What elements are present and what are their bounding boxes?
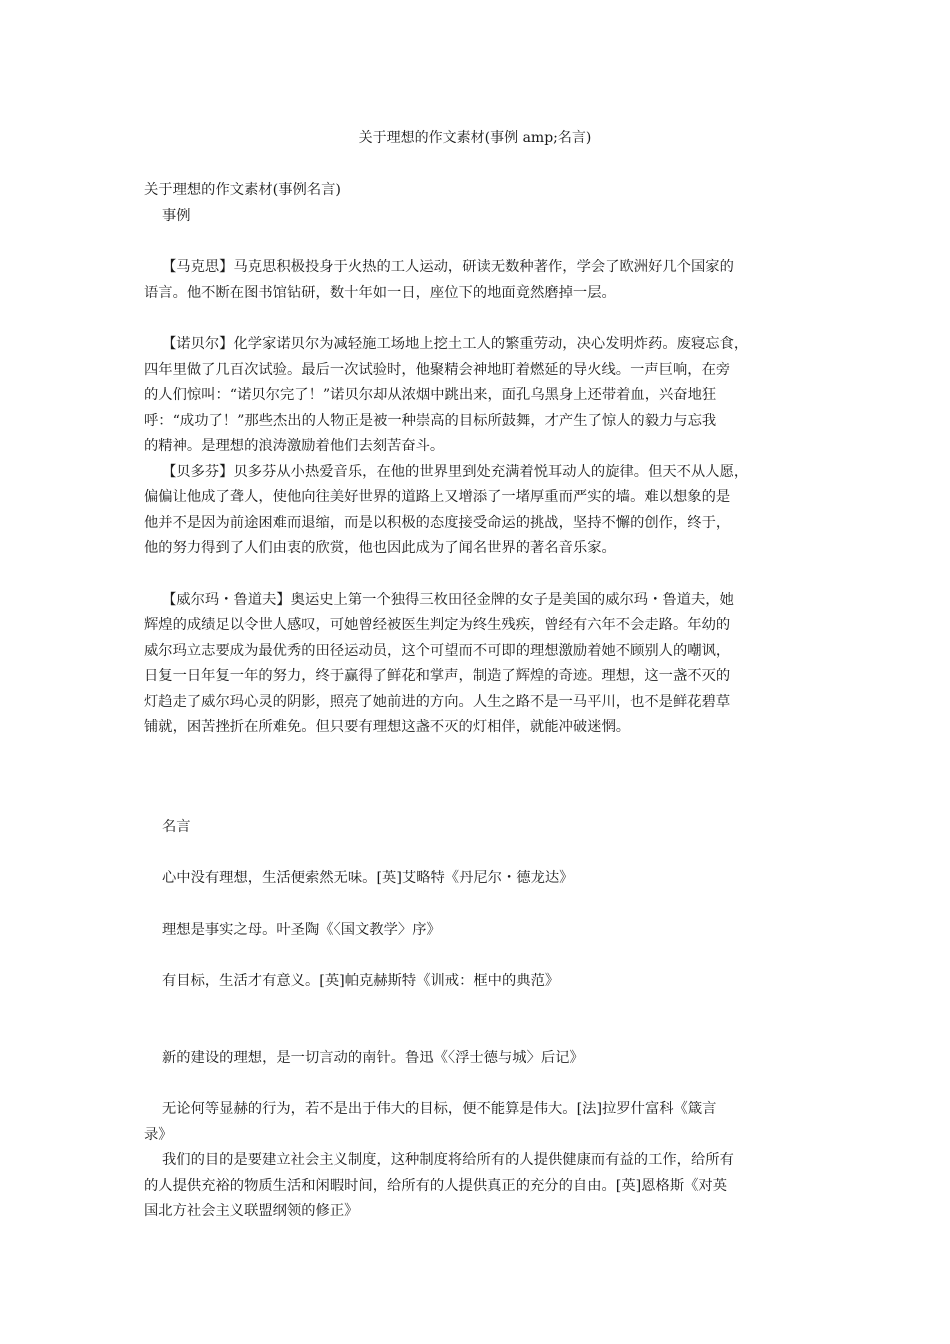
paragraph-line: 辉煌的成绩足以令世人感叹，可她曾经被医生判定为终生残疾，曾经有六年不会走路。年幼的 [144, 617, 731, 633]
paragraph-line: 【贝多芬】贝多芬从小热爱音乐，在他的世界里到处充满着悦耳动人的旋律。但天不从人愿， [162, 463, 749, 480]
blank-space [144, 741, 808, 815]
quote-line: 无论何等显赫的行为，若不是出于伟大的目标，便不能算是伟大。[法]拉罗什富科《箴言 [162, 1101, 717, 1117]
paragraph-line: 【威尔玛・鲁道夫】奥运史上第一个独得三枚田径金牌的女子是美国的威尔玛・鲁道夫，她 [162, 591, 734, 608]
paragraph-line: 偏偏让他成了聋人，使他向往美好世界的道路上又增添了一堵厚重而严实的墙。难以想象的是 [144, 489, 731, 505]
paragraph-line: 【诺贝尔】化学家诺贝尔为减轻施工场地上挖土工人的繁重劳动，决心发明炸药。废寝忘食， [162, 336, 749, 352]
paragraph-line: 四年里做了几百次试验。最后一次试验时，他聚精会神地盯着燃延的导火线。一声巨响，在旁 [144, 361, 731, 378]
document-subtitle: 关于理想的作文素材(事例名言) [144, 182, 342, 198]
quote-line: 新的建设的理想，是一切言动的南针。鲁迅《〈浮士德与城〉后记》 [162, 1049, 584, 1066]
paragraph-line: 日复一日年复一年的努力，终于赢得了鲜花和掌声，制造了辉煌的奇迹。理想，这一盏不灭的 [144, 668, 731, 684]
quote-line: 心中没有理想，生活便索然无味。[英]艾略特《丹尼尔・德龙达》 [162, 870, 574, 886]
blank-line [144, 306, 808, 332]
blank-line [144, 1071, 808, 1097]
quote-paragraph [144, 1097, 808, 1148]
paragraph-line: 铺就，困苦挫折在所难免。但只要有理想这盏不灭的灯相伴，就能冲破迷惘。 [144, 719, 631, 735]
paragraph-line: 的精神。是理想的浪涛激励着他们去刻苦奋斗。 [144, 438, 445, 454]
paragraph-line: 语言。他不断在图书馆钻研，数十年如一日，座位下的地面竟然磨掉一层。 [144, 284, 616, 301]
paragraph-line: 的人们惊叫：“诺贝尔完了！”诺贝尔却从浓烟中跳出来，面孔乌黑身上还带着血，兴奋地狂 [144, 387, 717, 403]
document-title: 关于理想的作文素材(事例 amp;名言) [358, 130, 592, 146]
quote-line: 的人提供充裕的物质生活和闲暇时间，给所有的人提供真正的充分的自由。[英]恩格斯《对英 [144, 1177, 728, 1194]
quote-line: 理想是事实之母。叶圣陶《〈国文教学〉序》 [162, 921, 441, 938]
quote-line: 国北方社会主义联盟纲领的修正》 [144, 1203, 359, 1219]
paragraph-line: 【马克思】马克思积极投身于火热的工人运动，研读无数种著作，学会了欧洲好几个国家的 [162, 259, 734, 275]
paragraph-line: 灯趋走了威尔玛心灵的阴影，照亮了她前进的方向。人生之路不是一马平川，也不是鲜花碧草 [144, 693, 731, 710]
section-heading-examples: 事例 [162, 207, 191, 224]
example-paragraph-beethoven [144, 460, 808, 562]
paragraph-line: 威尔玛立志要成为最优秀的田径运动员，这个可望而不可即的理想激励着她不顾别人的嘲讽， [144, 642, 731, 659]
quote-line: 我们的目的是要建立社会主义制度，这种制度将给所有的人提供健康而有益的工作，给所有 [162, 1152, 734, 1168]
section-heading-quotes: 名言 [162, 818, 191, 835]
blank-space [144, 995, 808, 1046]
quote-paragraph [144, 1148, 808, 1225]
paragraph-line: 呼：“成功了！”那些杰出的人物正是被一种崇高的目标所鼓舞，才产生了惊人的毅力与忘我 [144, 412, 717, 429]
paragraph-line: 他的努力得到了人们由衷的欣赏，他也因此成为了闻名世界的著名音乐家。 [144, 540, 616, 556]
document-body [144, 178, 808, 1225]
blank-line [144, 892, 808, 918]
quote-line: 有目标，生活才有意义。[英]帕克赫斯特《训戒：框中的典范》 [162, 973, 560, 989]
quote-line: 录》 [144, 1126, 173, 1143]
paragraph-line: 他并不是因为前途困难而退缩，而是以积极的态度接受命运的挑战，坚持不懈的创作，终于， [144, 514, 731, 531]
example-paragraph-marx [144, 255, 808, 306]
blank-line [144, 840, 808, 866]
example-paragraph-nobel [144, 332, 808, 460]
blank-line [144, 229, 808, 255]
example-paragraph-wilma [144, 588, 808, 741]
blank-line [144, 943, 808, 969]
blank-line [144, 562, 808, 588]
